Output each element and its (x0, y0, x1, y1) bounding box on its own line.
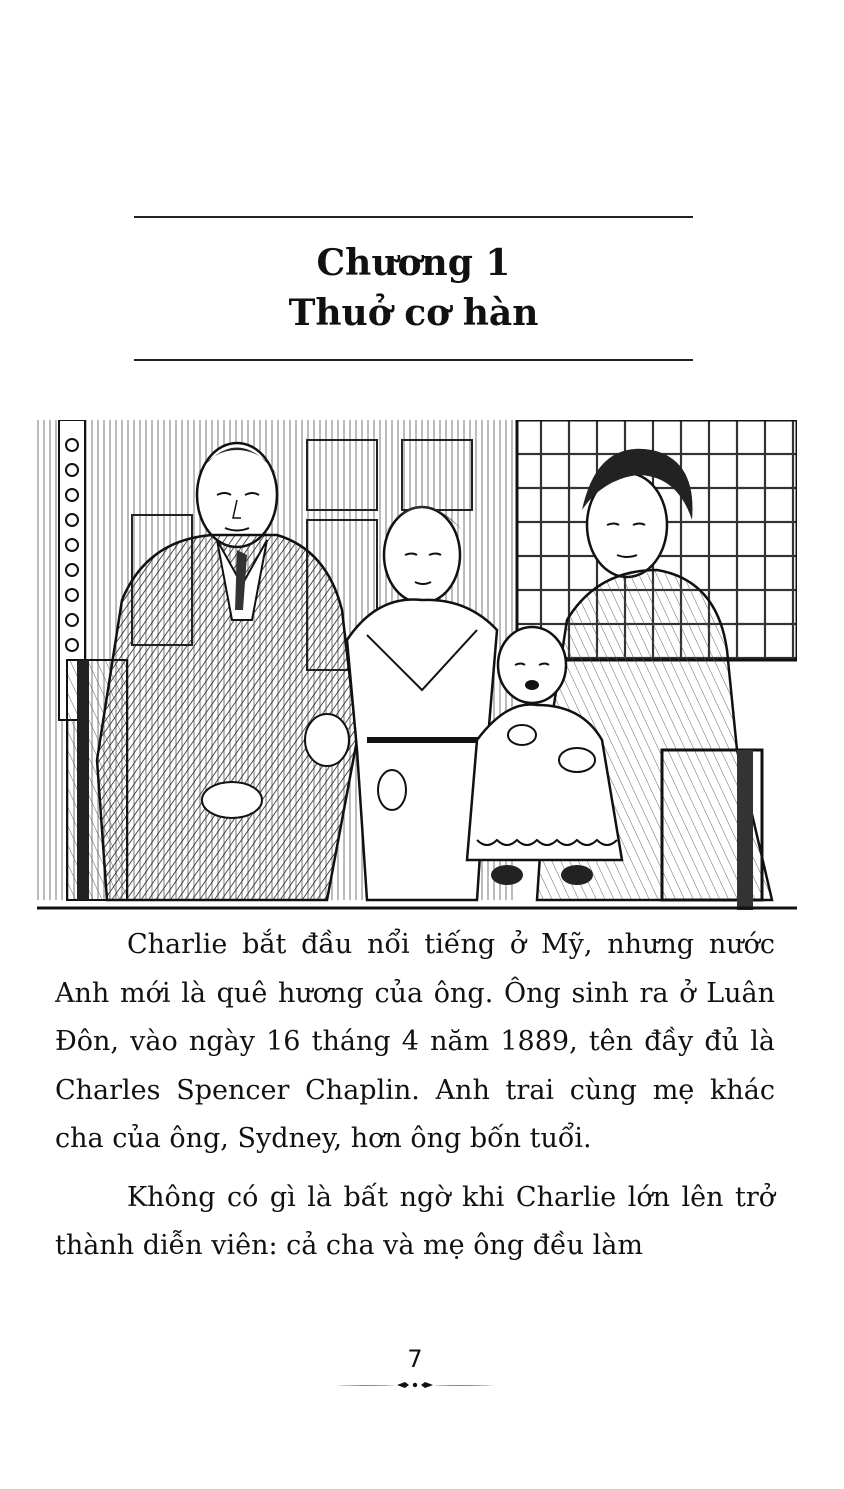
chapter-title: Thuở cơ hàn (288, 292, 539, 334)
page-ornament-icon (335, 1377, 495, 1393)
chapter-number: Chương 1 (316, 242, 511, 284)
heading-top-rule (134, 216, 693, 218)
paragraph: Không có gì là bất ngờ khi Charlie lớn lên trở thành diễn viên: cả cha và mẹ ông đều làm (55, 1181, 775, 1261)
page-number: 7 (407, 1345, 423, 1373)
body-text (55, 921, 775, 1271)
family-portrait-illustration (37, 420, 797, 915)
chapter-heading (134, 238, 693, 338)
paragraph: Charlie bắt đầu nổi tiếng ở Mỹ, nhưng nước Anh mới là quê hương của ông. Ông sinh ra ở Luân Đôn, vào ngày 16 tháng 4 năm 1889, tên đầy đủ là Charles Spencer Chaplin. Anh trai cùng mẹ khác cha của ông, Sydney, hơn ông bốn tuổi. (55, 929, 775, 1154)
heading-bottom-rule (134, 359, 693, 361)
